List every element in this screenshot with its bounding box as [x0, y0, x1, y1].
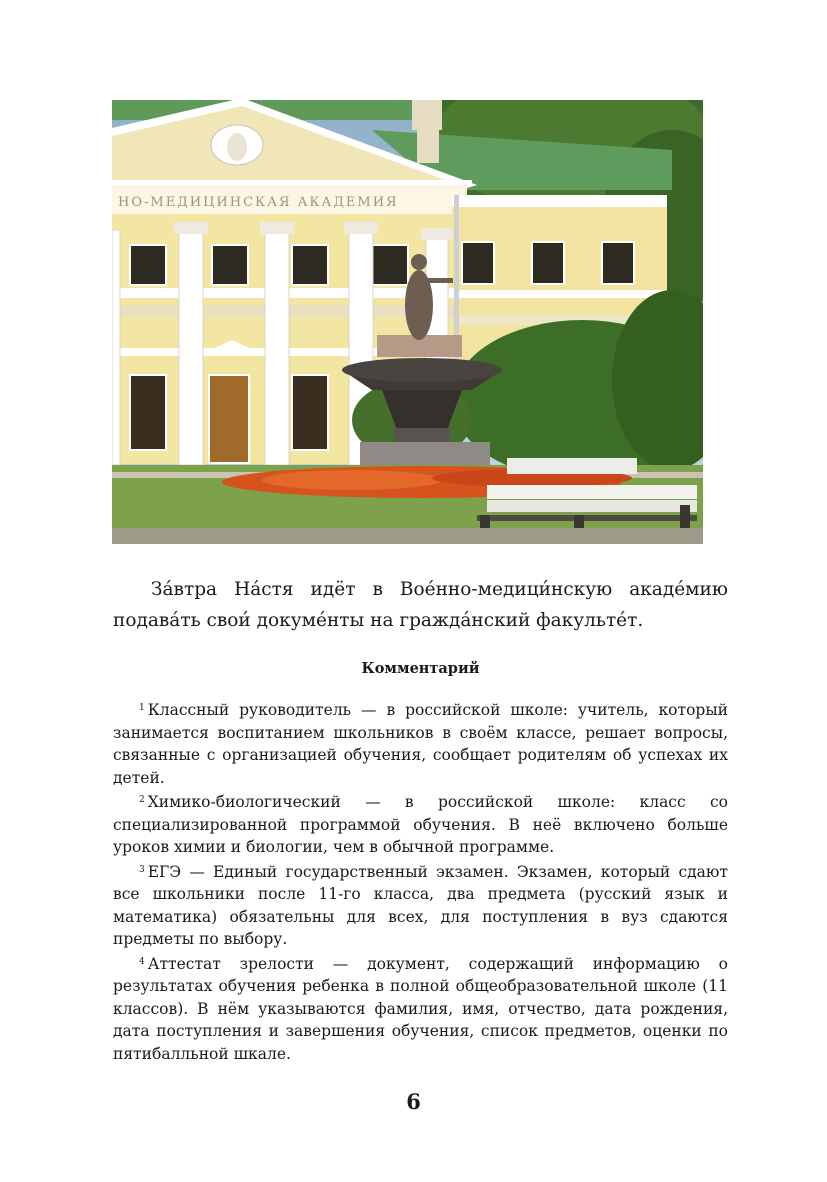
page-number: 6 [406, 1089, 421, 1114]
eagle-emblem [211, 125, 263, 165]
footnote-text: Классный руководитель — в российской школе: учитель, который занимается воспитанием школьников в своём классе, решает вопросы, связанные с организацией обучения, сообщает родителям об успехах их детей. [113, 701, 728, 787]
footnote-number: 1 [139, 703, 145, 713]
footnote-text: Химико-биологический — в российской школе: класс со специализированной программой обучения. В неё включено больше уроков химии и биологии, чем в обычной программе. [113, 793, 728, 856]
footnote [113, 951, 728, 1066]
footnote [113, 789, 728, 859]
footnote-number: 2 [139, 795, 145, 805]
footnote [113, 697, 728, 789]
comment-heading: Комментарий [361, 660, 480, 677]
main-paragraph: За́втра На́стя идёт в Вое́нно-медици́нскую акаде́мию подава́ть свои́ докуме́нты на гражда́нский факульте́т. [113, 579, 728, 631]
footnote-text: Аттестат зрелости — документ, содержащий информацию о результатах обучения ребенка в полной общеобразовательной школе (11 классов). В нём указываются фамилия, имя, отчество, дата рождения, дата поступления и завершения обучения, список предметов, оценки по пятибалльной шкале. [113, 954, 728, 1063]
footnote-text: ЕГЭ — Единый государственный экзамен. Экзамен, который сдают все школьники после 11-го класса, два предмета (русский язык и математика) обязательны для всех, для поступления в вуз сдаются предметы по выбору. [113, 862, 728, 948]
facade-inscription: НО-МЕДИЦИНСКАЯ АКАДЕМИЯ [118, 195, 399, 210]
footnote-number: 4 [139, 956, 145, 967]
footnotes-list [113, 697, 728, 1065]
academy-photo [112, 100, 703, 544]
footnote-number: 3 [139, 864, 145, 875]
footnote [113, 859, 728, 951]
